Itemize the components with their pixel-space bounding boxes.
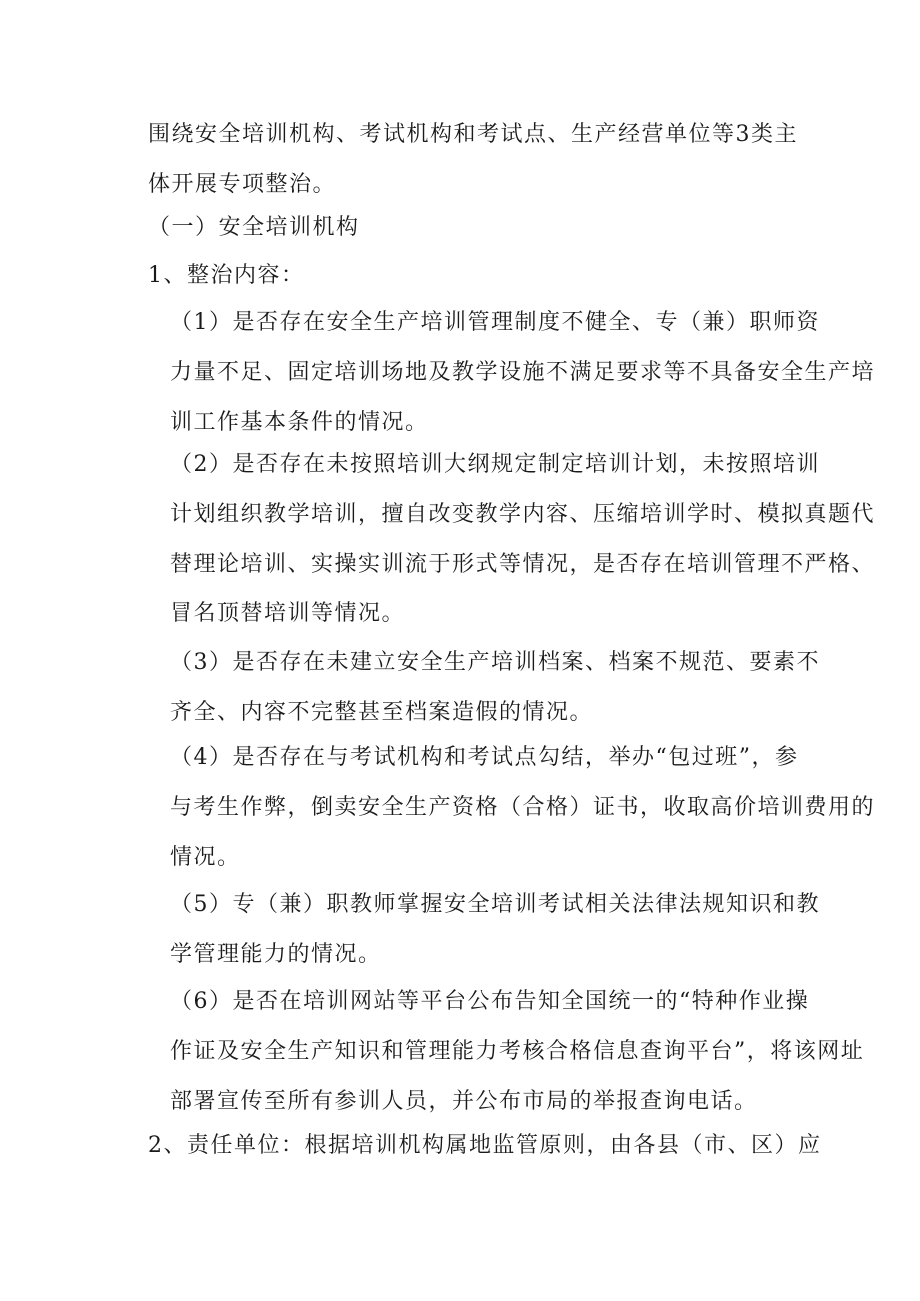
text-line: 学管理能力的情况。 (170, 941, 382, 967)
text-line: 与考生作弊，倒卖安全生产资格（合格）证书，收取高价培训费用的 (170, 794, 876, 820)
item-2-paragraph (104, 1121, 822, 1171)
text-line: 情况。 (170, 844, 241, 870)
text-line: 作证及安全生产知识和管理能力考核合格信息查询平台”，将该网址 (170, 1038, 865, 1064)
text-line: 计划组织教学培训，擅自改变教学内容、压缩培训学时、模拟真题代 (170, 501, 876, 527)
item-heading (148, 251, 848, 301)
text-line: 力量不足、固定培训场地及教学设施不满足要求等不具备安全生产培 (170, 359, 876, 385)
text-line: 部署宣传至所有参训人员，并公布市局的举报查询电话。 (170, 1088, 758, 1114)
text-line: 2、责任单位：根据培训机构属地监管原则，由各县（市、区）应 (148, 1133, 822, 1158)
section-heading (148, 203, 808, 253)
text-line: （1）是否存在安全生产培训管理制度不健全、专（兼）职师资 (170, 310, 820, 335)
text-line: 围绕安全培训机构、考试机构和考试点、生产经营单位等3类主 (148, 122, 798, 147)
clause-3 (104, 638, 820, 738)
text-line: 替理论培训、实操实训流于形式等情况，是否存在培训管理不严格、 (170, 551, 876, 577)
text-line: （5）专（兼）职教师掌握安全培训考试相关法律法规知识和教 (170, 892, 820, 917)
clause-6 (104, 977, 865, 1126)
text-line: 体开展专项整治。 (148, 171, 337, 197)
clause-4 (104, 733, 876, 882)
text-line: 1、整治内容： (148, 263, 305, 288)
clause-5 (104, 880, 820, 980)
intro-paragraph (104, 110, 804, 210)
text-line: （3）是否存在未建立安全生产培训档案、档案不规范、要素不 (170, 650, 820, 675)
text-line: （6）是否在培训网站等平台公布告知全国统一的“特种作业操 (170, 989, 810, 1014)
text-line: 齐全、内容不完整甚至档案造假的情况。 (170, 699, 594, 725)
text-line: （一）安全培训机构 (148, 215, 360, 240)
text-line: 冒名顶替培训等情况。 (170, 601, 406, 627)
text-line: （4）是否存在与考试机构和考试点勾结，举办“包过班”，参 (170, 745, 799, 770)
text-line: （2）是否存在未按照培训大纲规定制定培训计划，未按照培训 (170, 452, 820, 477)
clause-2 (104, 440, 876, 639)
text-line: 训工作基本条件的情况。 (170, 409, 429, 435)
clause-1 (104, 298, 876, 447)
